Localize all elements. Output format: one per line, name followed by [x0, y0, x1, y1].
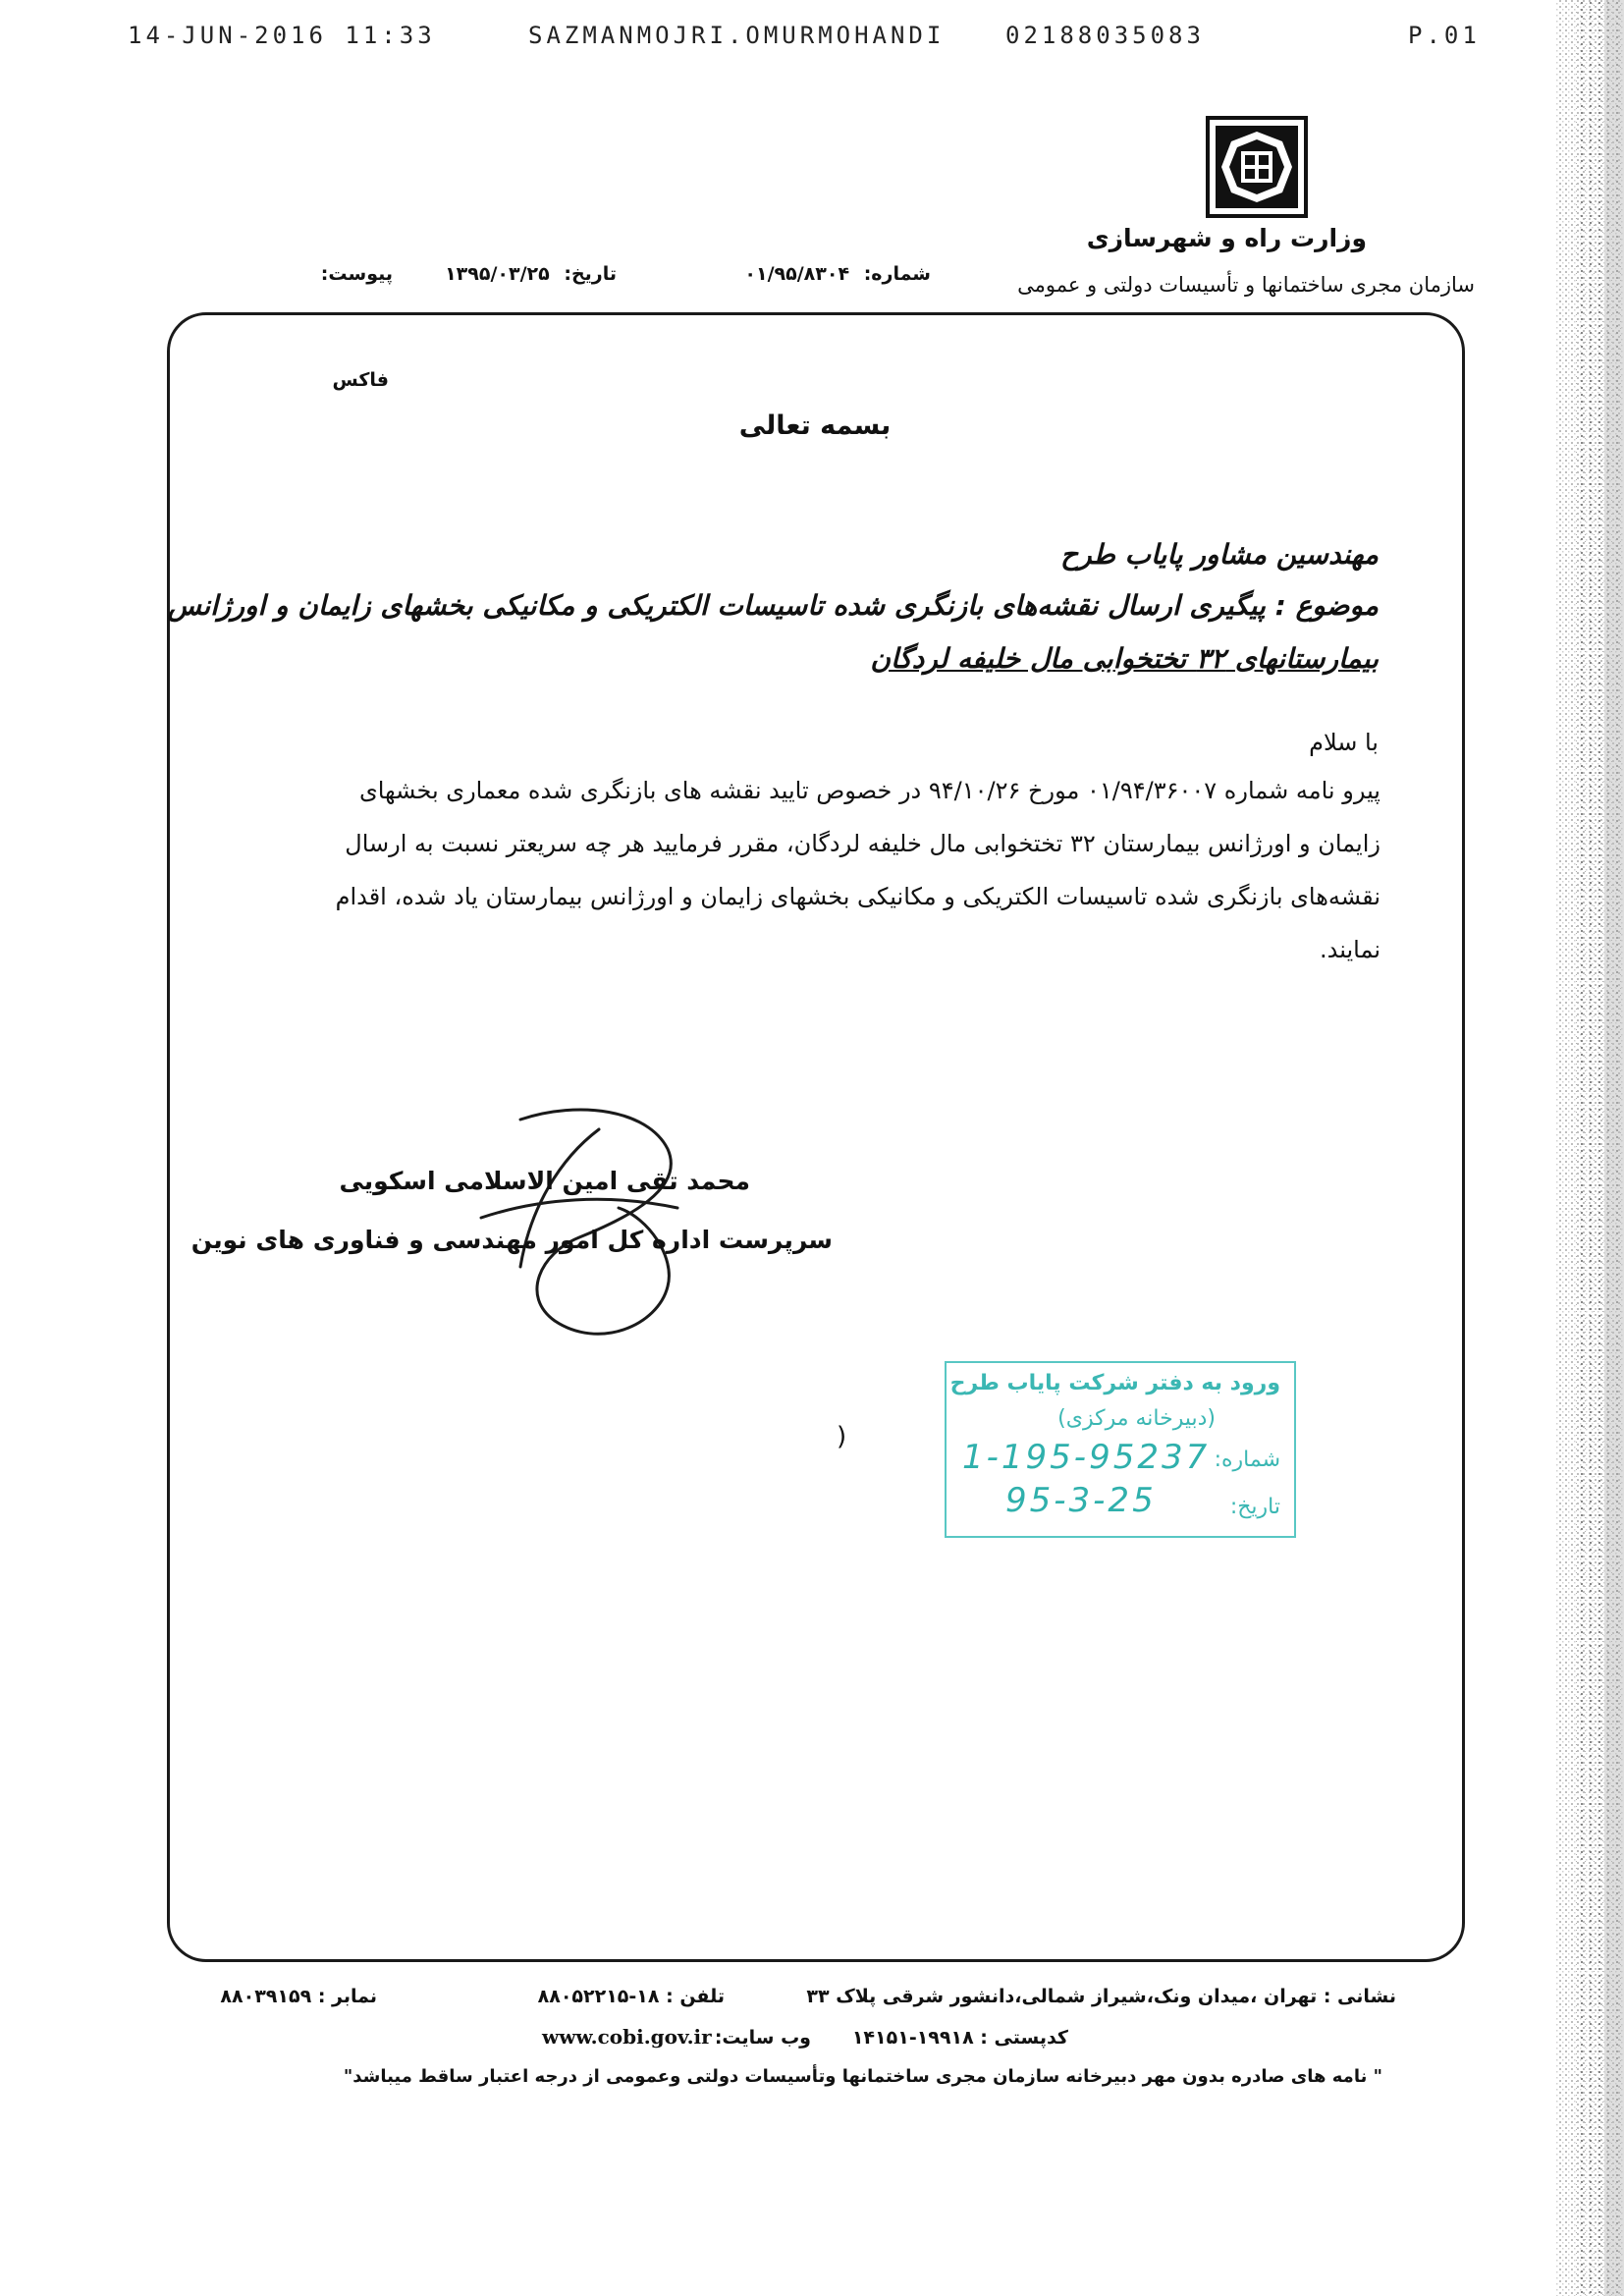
fax-datetime: 14-JUN-2016 11:33	[128, 22, 436, 49]
footer-website-label: وب سایت:	[714, 2027, 811, 2049]
letter-date	[445, 263, 617, 285]
letter-date-label: تاریخ:	[564, 263, 617, 285]
body-line-4: نمایند.	[1319, 936, 1380, 963]
stamp-line-2: (دبیرخانه مرکزی)	[1057, 1406, 1216, 1431]
footer-address: نشانی : تهران ،میدان ونک،شیراز شمالی،دانشور شرقی پلاک ۳۳	[806, 1986, 1396, 2007]
letter-number	[744, 263, 931, 285]
footer-fax: نمابر : ۸۸۰۳۹۱۵۹	[220, 1986, 377, 2007]
ministry-emblem	[1206, 116, 1308, 218]
subject-line-2: بیمارستانهای ۳۲ تختخوابی مال خلیفه لردگان	[870, 642, 1379, 675]
fax-sender: SAZMANMOJRI.OMURMOHANDI	[528, 22, 946, 49]
stamp-number-value: 1-195-95237	[962, 1438, 1211, 1477]
pen-mark: )	[837, 1422, 847, 1451]
subject-line-1: موضوع : پیگیری ارسال نقشه‌های بازنگری شده تاسیسات الکتریکی و مکانیکی بخشهای زایمان و اورژانس	[167, 589, 1379, 622]
received-stamp	[945, 1361, 1296, 1538]
fax-phone: 02188035083	[1005, 22, 1205, 49]
footer-phone: تلفن : ۱۸-۸۸۰۵۲۲۱۵	[537, 1986, 725, 2007]
stamp-date-value: 95-3-25	[1005, 1481, 1157, 1520]
stamp-line-1: ورود به دفتر شرکت پایاب طرح	[949, 1371, 1280, 1395]
letter-number-label: شماره:	[863, 263, 931, 285]
signatory-title: سرپرست اداره کل امور مهندسی و فناوری های نوین	[190, 1226, 833, 1254]
footer-website: www.cobi.gov.ir	[542, 2025, 712, 2049]
scan-edge-noise	[1536, 0, 1624, 2296]
letter-number-value: ۰۱/۹۵/۸۳۰۴	[744, 263, 850, 285]
footer-notice: " نامه های صادره بدون مهر دبیرخانه سازمان مجری ساختمانها وتأسیسات دولتی وعمومی از درجه اعتبار ساقط میباشد"	[343, 2066, 1382, 2087]
footer-postal: کدپستی : ۱۹۹۱۸-۱۴۱۵۱	[851, 2027, 1068, 2049]
fax-page: P.01	[1408, 22, 1481, 49]
handwritten-signature	[461, 1100, 697, 1345]
letter-date-value: ۱۳۹۵/۰۳/۲۵	[445, 263, 550, 285]
body-line-3: نقشه‌های بازنگری شده تاسیسات الکتریکی و مکانیکی بخشهای زایمان و اورژانس بیمارستان یاد شده، اقدام	[335, 883, 1380, 910]
recipient: مهندسین مشاور پایاب طرح	[1060, 538, 1379, 571]
signatory-name: محمد تقی امین الاسلامی اسکویی	[339, 1167, 750, 1195]
ministry-name: وزارت راه و شهرسازی	[1086, 224, 1367, 252]
greeting: با سلام	[1309, 729, 1379, 756]
letter-attachment-label: پیوست:	[320, 263, 393, 285]
body-line-1: پیرو نامه شماره ۰۱/۹۴/۳۶۰۰۷ مورخ ۹۴/۱۰/۲۶ در خصوص تایید نقشه های بازنگری شده معماری بخشهای	[358, 777, 1380, 804]
body-line-2: زایمان و اورژانس بیمارستان ۳۲ تختخوابی مال خلیفه لردگان، مقرر فرمایید هر چه سریعتر نسبت به ارسال	[345, 830, 1380, 857]
fax-label: فاکس	[332, 369, 389, 391]
stamp-date-label: تاریخ:	[1229, 1495, 1280, 1519]
organization-name: سازمان مجری ساختمانها و تأسیسات دولتی و عمومی	[1017, 273, 1475, 297]
basmala: بسمه تعالی	[738, 410, 892, 441]
stamp-number-label: شماره:	[1214, 1448, 1280, 1472]
